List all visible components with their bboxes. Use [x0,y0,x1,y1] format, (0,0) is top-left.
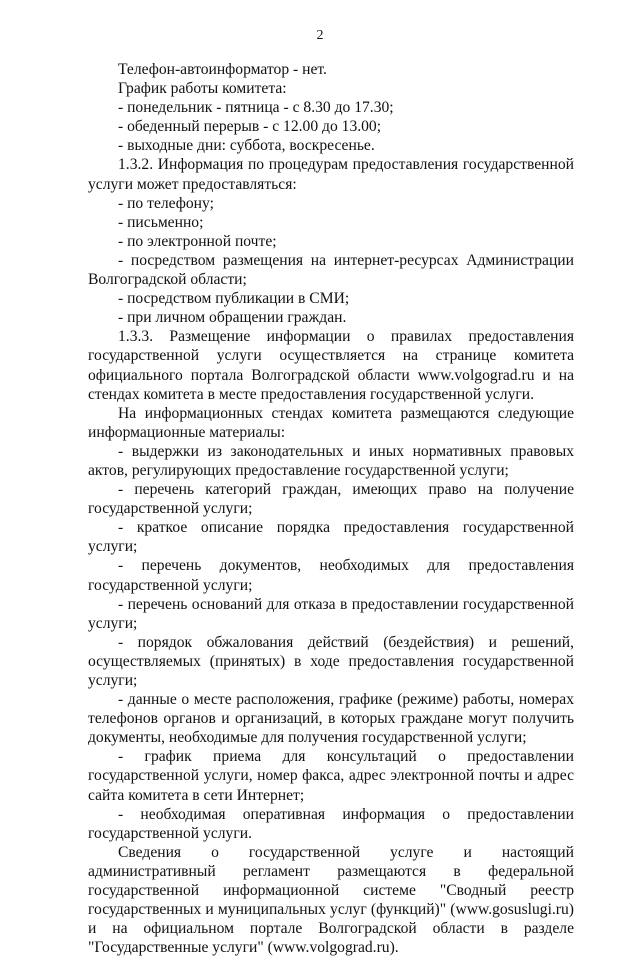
phone-autoinformer-line: Телефон-автоинформатор - нет. [118,61,327,78]
list-item: - выдержки из законодательных и иных нормативных правовых актов, регулирующих предоставление государственной услуги; [88,442,574,479]
page-number: 2 [316,28,324,43]
section-1-3-2: 1.3.2. Информация по процедурам предоставления государственной услуги может предоставляться: [88,156,574,193]
stands-intro: На информационных стендах комитета размещаются следующие информационные материалы: [88,404,574,441]
list-item: - перечень документов, необходимых для предоставления государственной услуги; [88,557,574,594]
schedule-days-off: - выходные дни: суббота, воскресенье. [118,137,375,155]
list-item: - перечень оснований для отказа в предоставлении государственной услуги; [88,595,574,632]
document-body [88,60,574,957]
list-item: - посредством размещения на интернет-ресурсах Администрации Волгоградской области; [88,251,574,289]
list-item: - по телефону; [118,194,214,212]
schedule-heading: График работы комитета: [118,80,287,98]
list-item: - по электронной почте; [118,232,277,250]
list-item: - письменно; [118,213,204,231]
list-item: - посредством публикации в СМИ; [118,290,350,308]
list-item: - необходимая оперативная информация о предоставлении государственной услуги. [88,805,574,842]
schedule-weekdays: - понедельник - пятница - с 8.30 до 17.30; [118,99,394,117]
schedule-lunch-break: - обеденный перерыв - с 12.00 до 13.00; [118,118,382,136]
list-item: - краткое описание порядка предоставления государственной услуги; [88,519,574,556]
list-item: - порядок обжалования действий (бездействия) и решений, осуществляемых (принятых) в ходе предоставления государственной услуги; [88,633,574,689]
list-item: - при личном обращении граждан. [118,309,347,327]
list-item: - перечень категорий граждан, имеющих право на получение государственной услуги; [88,481,574,518]
registry-info-paragraph: Сведения о государственной услуге и настоящий административный регламент размещаются в федеральной государственной информационной системе "Сводный реестр государственных и муниципальных услуг (функций)" (www.gosuslugi.ru) и на официальном портале Волгоградской области в разделе "Государственные услуги" (www.volgograd.ru). [88,843,574,957]
list-item: - график приема для консультаций о предоставлении государственной услуги, номер факса, адрес электронной почты и адрес сайта комитета в сети Интернет; [88,748,574,804]
section-1-3-3: 1.3.3. Размещение информации о правилах предоставления государственной услуги осуществляется на странице комитета официального портала Волгоградской области www.volgograd.ru и на стендах комитета в месте предоставления государственной услуги. [88,328,574,403]
list-item: - данные о месте расположения, графике (режиме) работы, номерах телефонов органов и организаций, в которых граждане могут получить документы, необходимые для получения государственной услуги; [88,691,574,747]
